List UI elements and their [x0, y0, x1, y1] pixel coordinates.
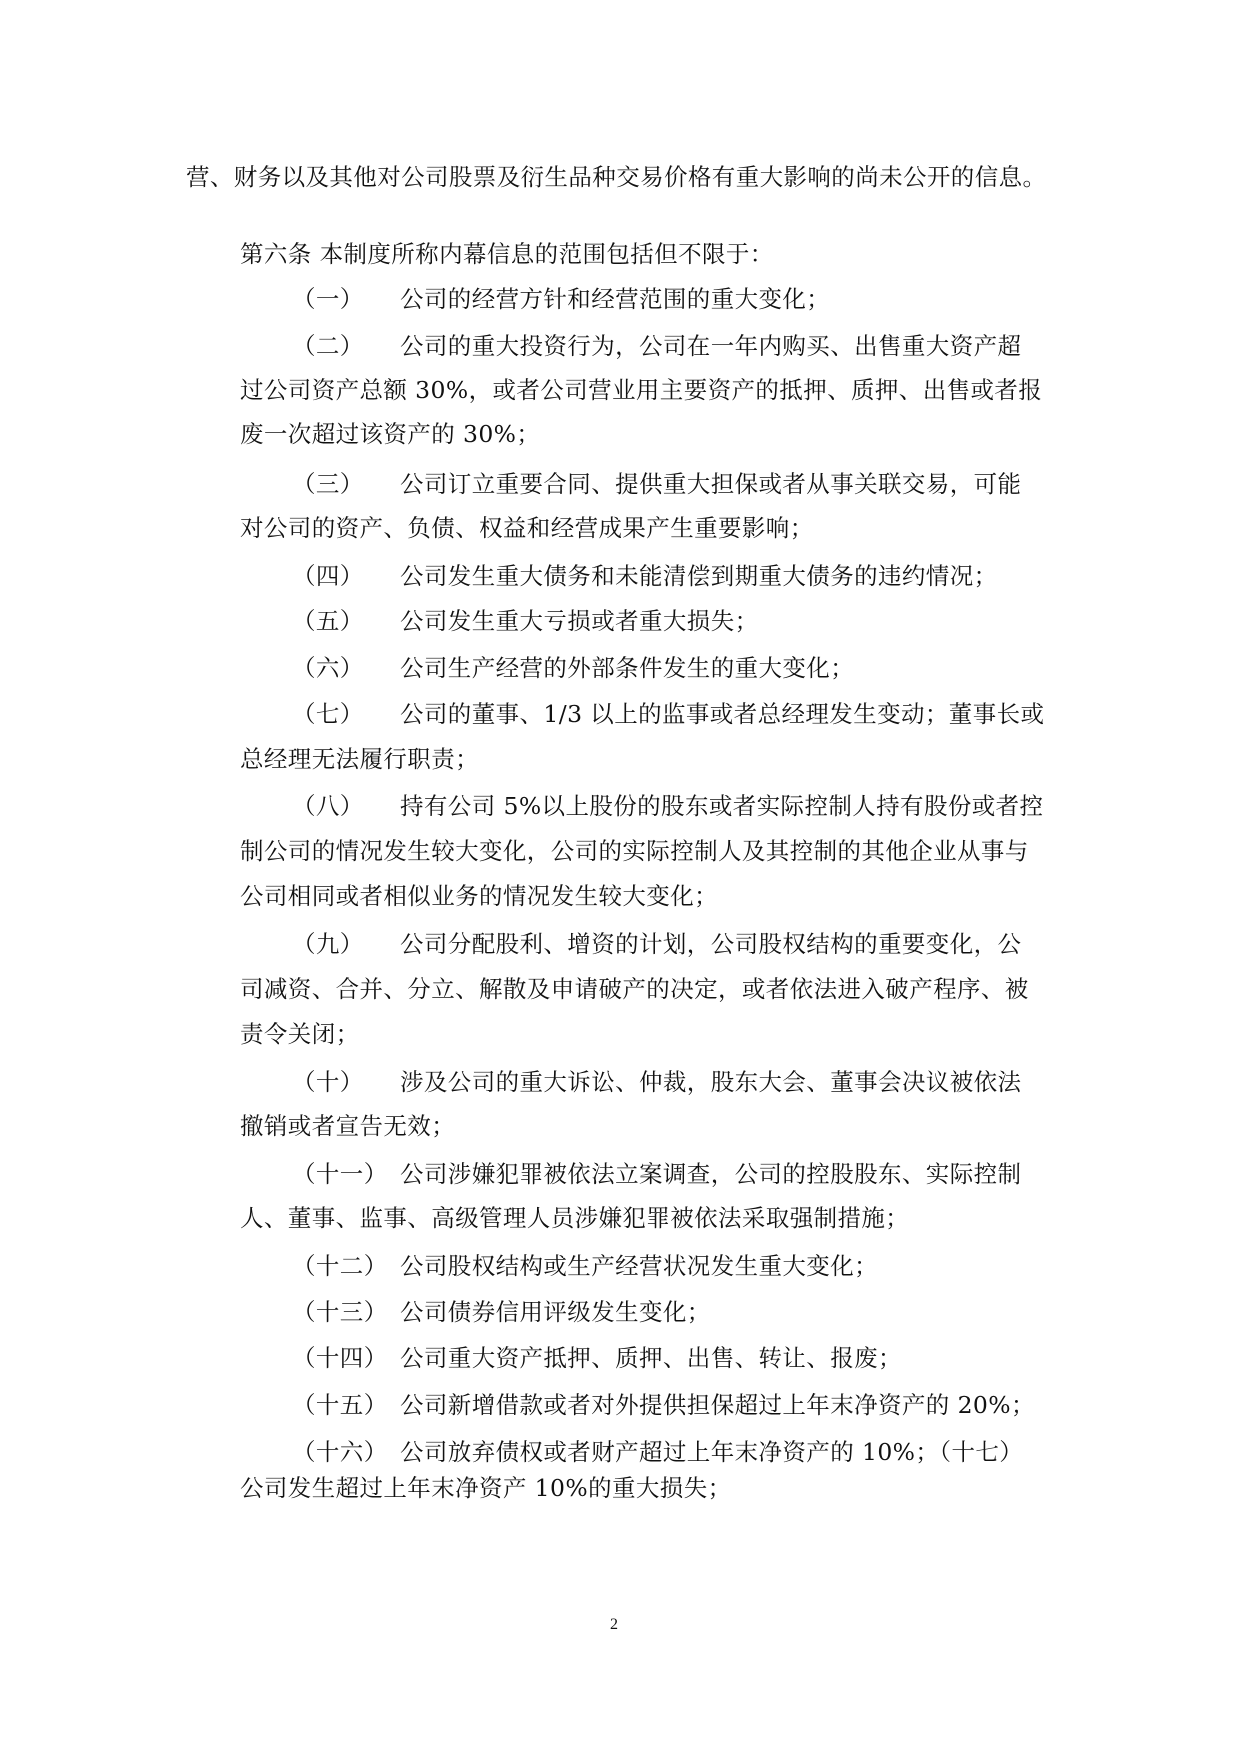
continuation-paragraph: 营、财务以及其他对公司股票及衍生品种交易价格有重大影响的尚未公开的信息。: [186, 163, 1047, 191]
item-number: （九）: [292, 930, 364, 958]
item-continuation: 撤销或者宣告无效；: [240, 1112, 456, 1140]
item-text: 公司生产经营的外部条件发生的重大变化；: [400, 654, 855, 682]
item-text: 公司发生重大亏损或者重大损失；: [400, 607, 759, 635]
item-number: （五）: [292, 607, 364, 635]
item-number: （一）: [292, 285, 364, 313]
item-number: （十五）: [292, 1391, 388, 1419]
page-number: 2: [610, 1616, 619, 1633]
item-continuation: 人、董事、监事、高级管理人员涉嫌犯罪被依法采取强制措施；: [240, 1204, 910, 1232]
item-continuation: 司减资、合并、分立、解散及申请破产的决定，或者依法进入破产程序、被: [240, 975, 1029, 1003]
item-text: 公司涉嫌犯罪被依法立案调查，公司的控股股东、实际控制: [400, 1160, 1022, 1188]
item-number: （十一）: [292, 1160, 388, 1188]
item-text: 公司新增借款或者对外提供担保超过上年末净资产的 20%；: [400, 1391, 1035, 1419]
article-heading: 第六条 本制度所称内幕信息的范围包括但不限于：: [240, 240, 774, 268]
item-text: 公司放弃债权或者财产超过上年末净资产的 10%；（十七）: [400, 1438, 1024, 1466]
item-continuation: 公司发生超过上年末净资产 10%的重大损失；: [240, 1474, 732, 1502]
item-number: （十）: [292, 1068, 364, 1096]
item-text: 公司的经营方针和经营范围的重大变化；: [400, 285, 831, 313]
item-number: （十六）: [292, 1438, 388, 1466]
item-text: 公司股权结构或生产经营状况发生重大变化；: [400, 1252, 878, 1280]
item-continuation: 制公司的情况发生较大变化，公司的实际控制人及其控制的其他企业从事与: [240, 837, 1029, 865]
item-continuation: 总经理无法履行职责；: [240, 745, 479, 773]
item-continuation: 责令关闭；: [240, 1020, 360, 1048]
item-continuation: 公司相同或者相似业务的情况发生较大变化；: [240, 882, 718, 910]
item-text: 公司重大资产抵押、质押、出售、转让、报废；: [400, 1344, 902, 1372]
item-text: 持有公司 5%以上股份的股东或者实际控制人持有股份或者控: [400, 792, 1044, 820]
item-number: （十三）: [292, 1298, 388, 1326]
item-text: 公司的重大投资行为，公司在一年内购买、出售重大资产超: [400, 332, 1022, 360]
item-number: （二）: [292, 332, 364, 360]
item-number: （三）: [292, 470, 364, 498]
item-continuation: 废一次超过该资产的 30%；: [240, 420, 541, 448]
item-number: （四）: [292, 562, 364, 590]
item-number: （七）: [292, 700, 364, 728]
item-text: 公司订立重要合同、提供重大担保或者从事关联交易，可能: [400, 470, 1022, 498]
item-number: （八）: [292, 792, 364, 820]
item-continuation: 过公司资产总额 30%，或者公司营业用主要资产的抵押、质押、出售或者报: [240, 376, 1043, 404]
item-text: 涉及公司的重大诉讼、仲裁，股东大会、董事会决议被依法: [400, 1068, 1022, 1096]
item-text: 公司债券信用评级发生变化；: [400, 1298, 711, 1326]
item-continuation: 对公司的资产、负债、权益和经营成果产生重要影响；: [240, 514, 814, 542]
item-text: 公司发生重大债务和未能清偿到期重大债务的违约情况；: [400, 562, 998, 590]
item-number: （十二）: [292, 1252, 388, 1280]
item-text: 公司的董事、1/3 以上的监事或者总经理发生变动；董事长或: [400, 700, 1045, 728]
item-number: （十四）: [292, 1344, 388, 1372]
item-number: （六）: [292, 654, 364, 682]
item-text: 公司分配股利、增资的计划，公司股权结构的重要变化，公: [400, 930, 1022, 958]
